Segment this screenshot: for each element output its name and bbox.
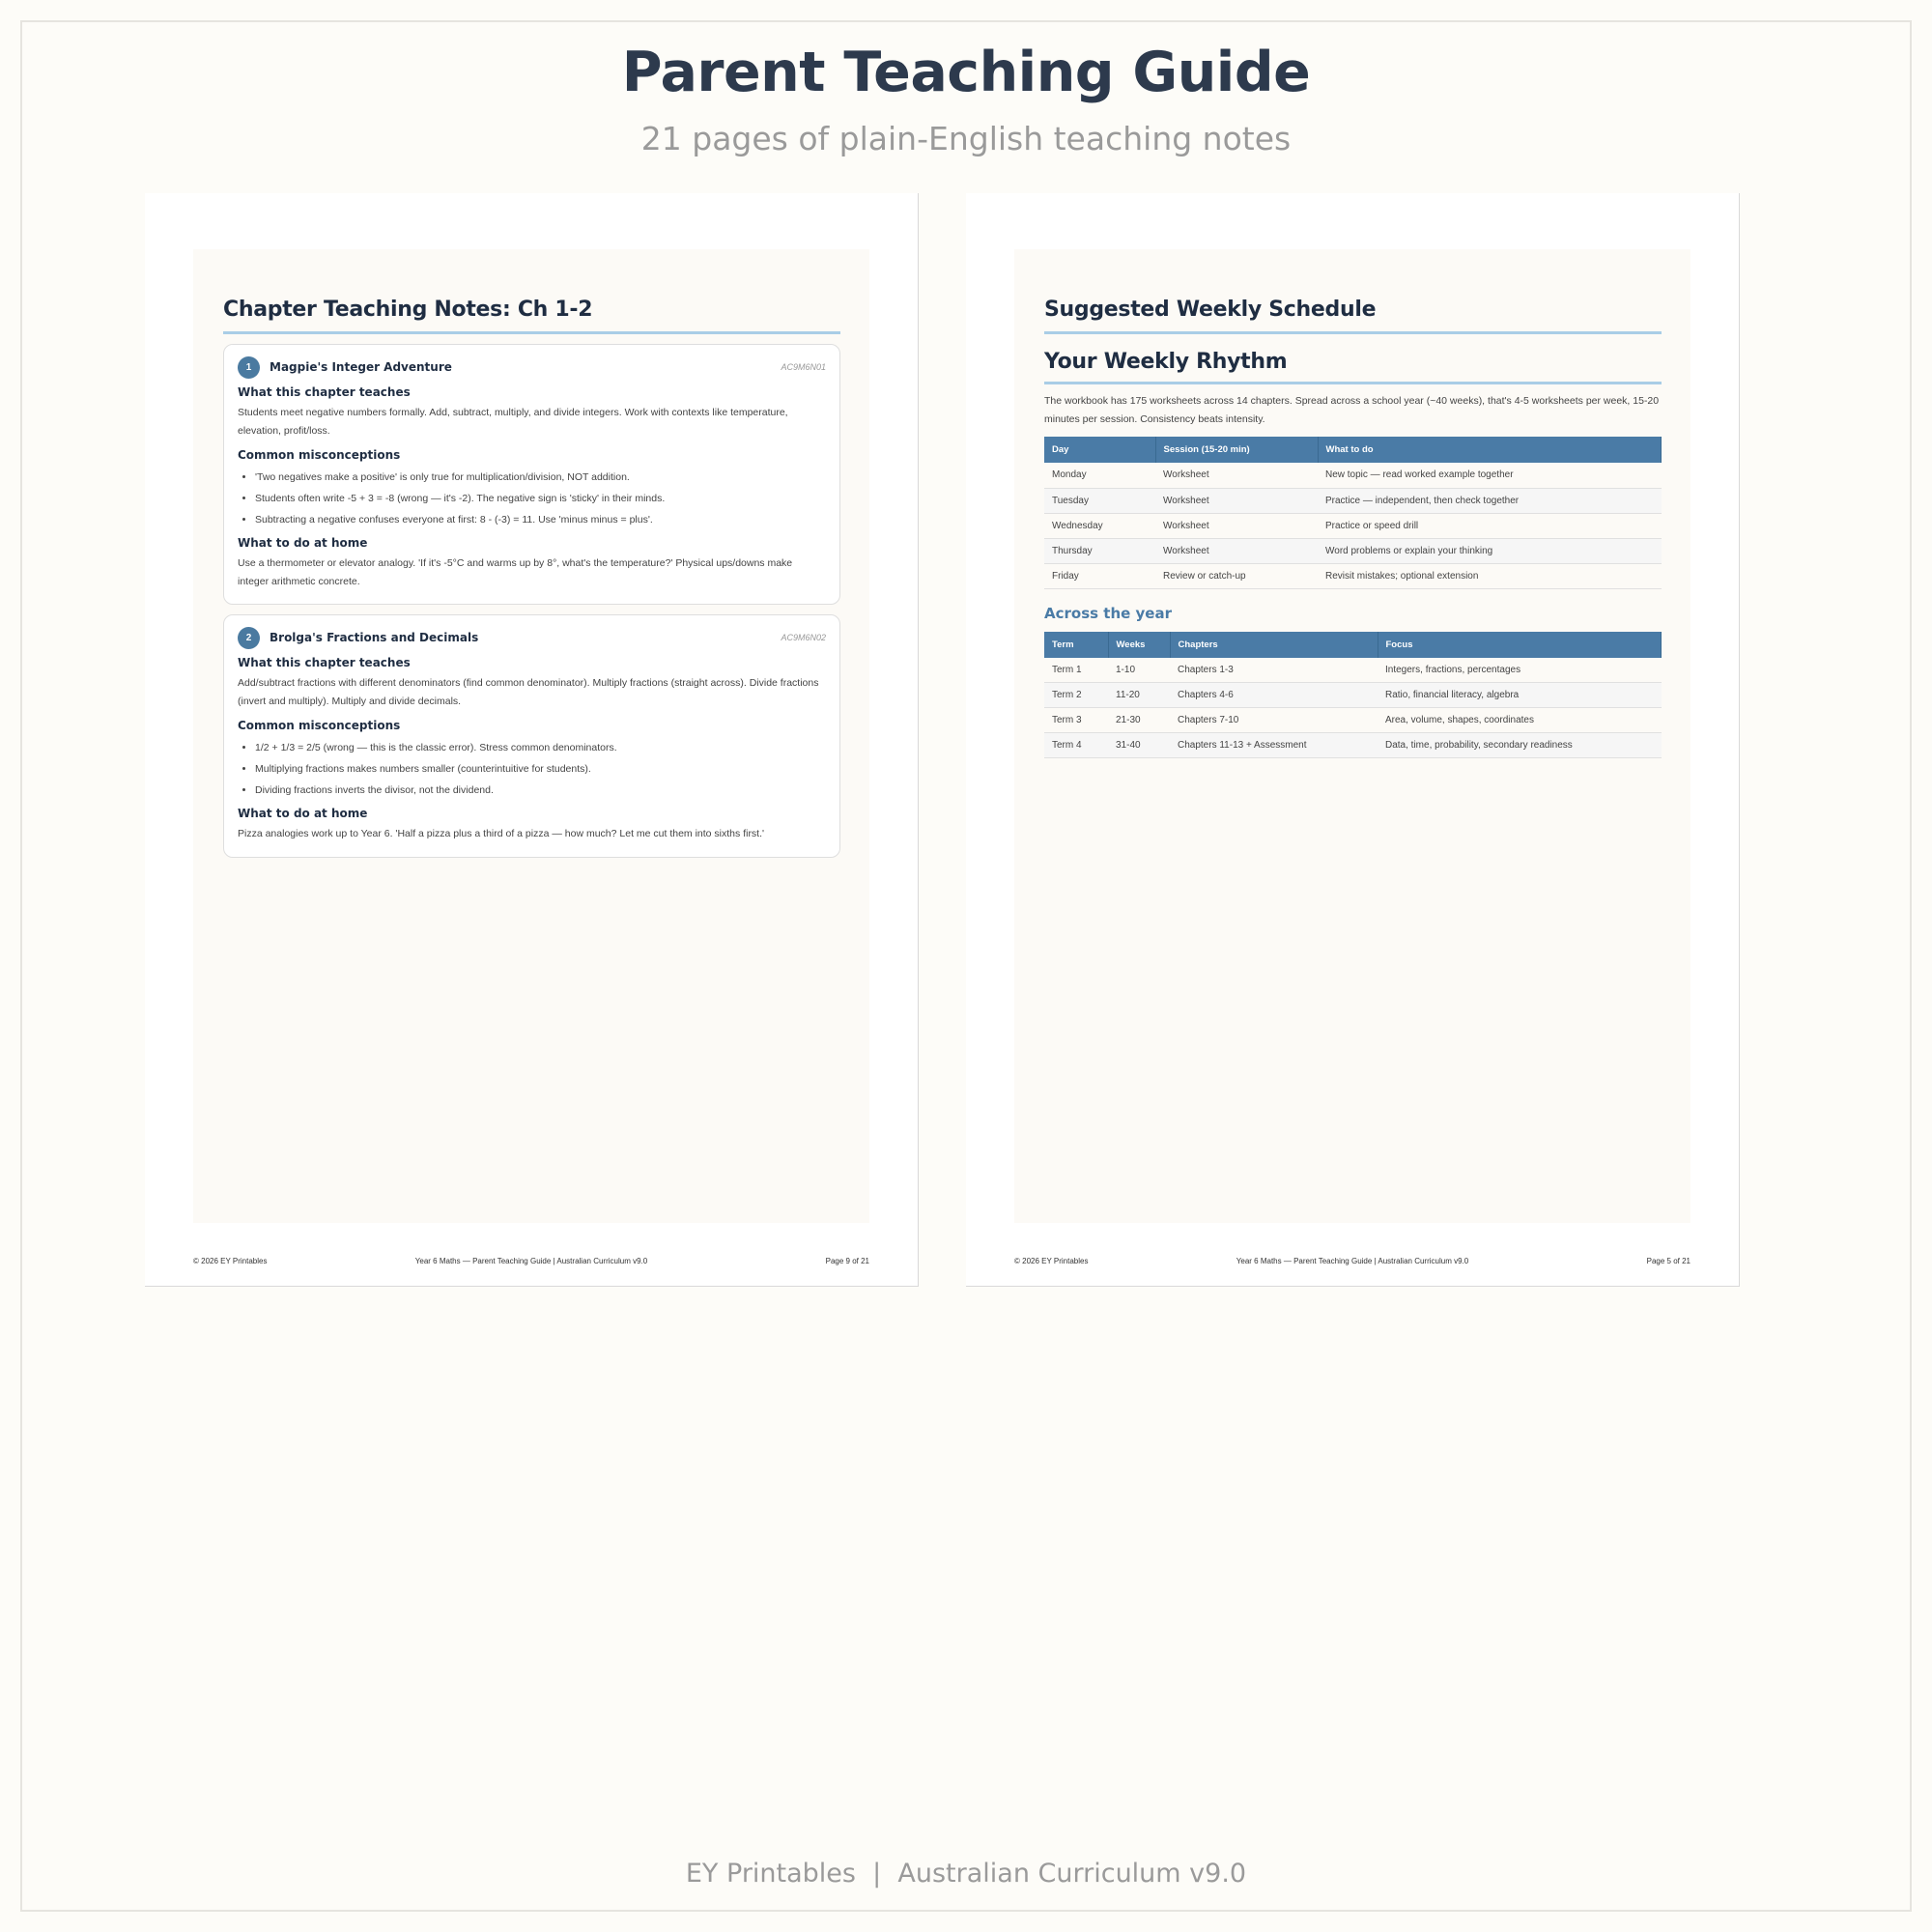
footer-page-number: Page 9 of 21 xyxy=(825,1257,869,1265)
table-cell: Term 2 xyxy=(1044,683,1108,708)
left-page-preview xyxy=(145,193,919,1287)
weekly-schedule-table xyxy=(1044,437,1662,589)
left-page-body xyxy=(193,249,869,1223)
chapter-card-1 xyxy=(223,344,840,605)
section-title: Your Weekly Rhythm xyxy=(1044,350,1662,384)
table-cell: Monday xyxy=(1044,463,1155,488)
table-cell: Data, time, probability, secondary readiness xyxy=(1378,733,1662,758)
page-footer xyxy=(193,1257,869,1270)
home-text: Use a thermometer or elevator analogy. 'If it's -5°C and warms up by 8°, what's the temperature?' Physical ups/downs make integer arithmetic concrete. xyxy=(238,557,793,587)
misconceptions-list xyxy=(255,737,826,801)
table-cell: Chapters 4-6 xyxy=(1170,683,1378,708)
table-cell: Area, volume, shapes, coordinates xyxy=(1378,708,1662,733)
teaches-label: What this chapter teaches xyxy=(238,385,411,399)
column-header: Day xyxy=(1044,437,1155,463)
column-header: Focus xyxy=(1378,632,1662,658)
page-subtitle: 21 pages of plain-English teaching notes xyxy=(640,120,1292,157)
curriculum-code: AC9M6N01 xyxy=(781,362,826,372)
table-row xyxy=(1044,538,1662,563)
right-page-preview xyxy=(966,193,1740,1287)
chapter-number-badge: 1 xyxy=(238,356,260,379)
left-page-heading: Chapter Teaching Notes: Ch 1-2 xyxy=(223,298,840,334)
misconception-item: • 1/2 + 1/3 = 2/5 (wrong — this is the classic error). Stress common denominators. xyxy=(255,737,826,758)
right-page-body xyxy=(1014,249,1690,1223)
page-footer xyxy=(1014,1257,1690,1270)
page-title: Parent Teaching Guide xyxy=(621,41,1311,104)
year-plan-table xyxy=(1044,632,1662,759)
misconception-item: • Subtracting a negative confuses everyone at first: 8 - (-3) = 11. Use 'minus minus = plus'. xyxy=(255,509,826,530)
table-cell: Friday xyxy=(1044,563,1155,588)
table-cell: Term 1 xyxy=(1044,658,1108,683)
table-cell: Ratio, financial literacy, algebra xyxy=(1378,683,1662,708)
footer-copyright: © 2026 EY Printables xyxy=(193,1257,268,1265)
column-header: What to do xyxy=(1318,437,1662,463)
table-cell: Worksheet xyxy=(1155,463,1318,488)
table-cell: 21-30 xyxy=(1108,708,1170,733)
teaches-label: What this chapter teaches xyxy=(238,656,411,669)
misconceptions-label: Common misconceptions xyxy=(238,448,401,462)
right-page-heading: Suggested Weekly Schedule xyxy=(1044,298,1662,334)
table-cell: Revisit mistakes; optional extension xyxy=(1318,563,1662,588)
table-cell: Tuesday xyxy=(1044,488,1155,513)
curriculum-code: AC9M6N02 xyxy=(781,633,826,642)
table-cell: Term 3 xyxy=(1044,708,1108,733)
home-label: What to do at home xyxy=(238,807,368,820)
misconceptions-list xyxy=(255,467,826,530)
column-header: Chapters xyxy=(1170,632,1378,658)
chapter-number-badge: 2 xyxy=(238,627,260,649)
footer-copyright: © 2026 EY Printables xyxy=(1014,1257,1089,1265)
teaches-text: Add/subtract fractions with different denominators (find common denominator). Multiply fractions (straight across). Divide fractions (invert and multiply). Multiply and divide decimals. xyxy=(238,677,819,707)
column-header: Term xyxy=(1044,632,1108,658)
table-cell: Thursday xyxy=(1044,538,1155,563)
brand-footer: EY Printables | Australian Curriculum v9.0 xyxy=(685,1859,1247,1889)
misconception-item: • Multiplying fractions makes numbers smaller (counterintuitive for students). xyxy=(255,758,826,780)
table-row xyxy=(1044,683,1662,708)
table-cell: Worksheet xyxy=(1155,488,1318,513)
table-cell: Integers, fractions, percentages xyxy=(1378,658,1662,683)
misconception-item: • 'Two negatives make a positive' is only true for multiplication/division, NOT addition. xyxy=(255,467,826,488)
table-row xyxy=(1044,488,1662,513)
table-row xyxy=(1044,733,1662,758)
table-cell: New topic — read worked example together xyxy=(1318,463,1662,488)
table-cell: 11-20 xyxy=(1108,683,1170,708)
table-cell: Practice — independent, then check together xyxy=(1318,488,1662,513)
column-header: Weeks xyxy=(1108,632,1170,658)
table-cell: Term 4 xyxy=(1044,733,1108,758)
table-row xyxy=(1044,563,1662,588)
table-cell: Word problems or explain your thinking xyxy=(1318,538,1662,563)
table-cell: Worksheet xyxy=(1155,513,1318,538)
column-header: Session (15-20 min) xyxy=(1155,437,1318,463)
teaches-text: Students meet negative numbers formally. Add, subtract, multiply, and divide integers. Work with contexts like temperature, elevation, profit/loss. xyxy=(238,407,788,437)
table-row xyxy=(1044,513,1662,538)
table-cell: Worksheet xyxy=(1155,538,1318,563)
table-cell: Wednesday xyxy=(1044,513,1155,538)
year-section-title: Across the year xyxy=(1044,604,1172,622)
table-row xyxy=(1044,463,1662,488)
table-row xyxy=(1044,708,1662,733)
table-row xyxy=(1044,658,1662,683)
table-cell: 31-40 xyxy=(1108,733,1170,758)
home-text: Pizza analogies work up to Year 6. 'Half a pizza plus a third of a pizza — how much? Let me cut them into sixths first.' xyxy=(238,828,765,839)
table-cell: Chapters 1-3 xyxy=(1170,658,1378,683)
chapter-title: Magpie's Integer Adventure xyxy=(270,360,452,374)
table-cell: 1-10 xyxy=(1108,658,1170,683)
footer-title: Year 6 Maths — Parent Teaching Guide | Australian Curriculum v9.0 xyxy=(1236,1257,1469,1265)
table-cell: Review or catch-up xyxy=(1155,563,1318,588)
chapter-title: Brolga's Fractions and Decimals xyxy=(270,631,479,644)
intro-paragraph: The workbook has 175 worksheets across 14 chapters. Spread across a school year (~40 weeks), that's 4-5 worksheets per week, 15-20 minutes per session. Consistency beats intensity. xyxy=(1044,395,1660,425)
footer-title: Year 6 Maths — Parent Teaching Guide | Australian Curriculum v9.0 xyxy=(414,1257,648,1265)
chapter-card-2 xyxy=(223,614,840,858)
misconceptions-label: Common misconceptions xyxy=(238,719,401,732)
footer-page-number: Page 5 of 21 xyxy=(1646,1257,1690,1265)
home-label: What to do at home xyxy=(238,536,368,550)
table-cell: Chapters 7-10 xyxy=(1170,708,1378,733)
misconception-item: • Students often write -5 + 3 = -8 (wrong — it's -2). The negative sign is 'sticky' in their minds. xyxy=(255,488,826,509)
table-cell: Practice or speed drill xyxy=(1318,513,1662,538)
table-cell: Chapters 11-13 + Assessment xyxy=(1170,733,1378,758)
misconception-item: • Dividing fractions inverts the divisor, not the dividend. xyxy=(255,780,826,801)
